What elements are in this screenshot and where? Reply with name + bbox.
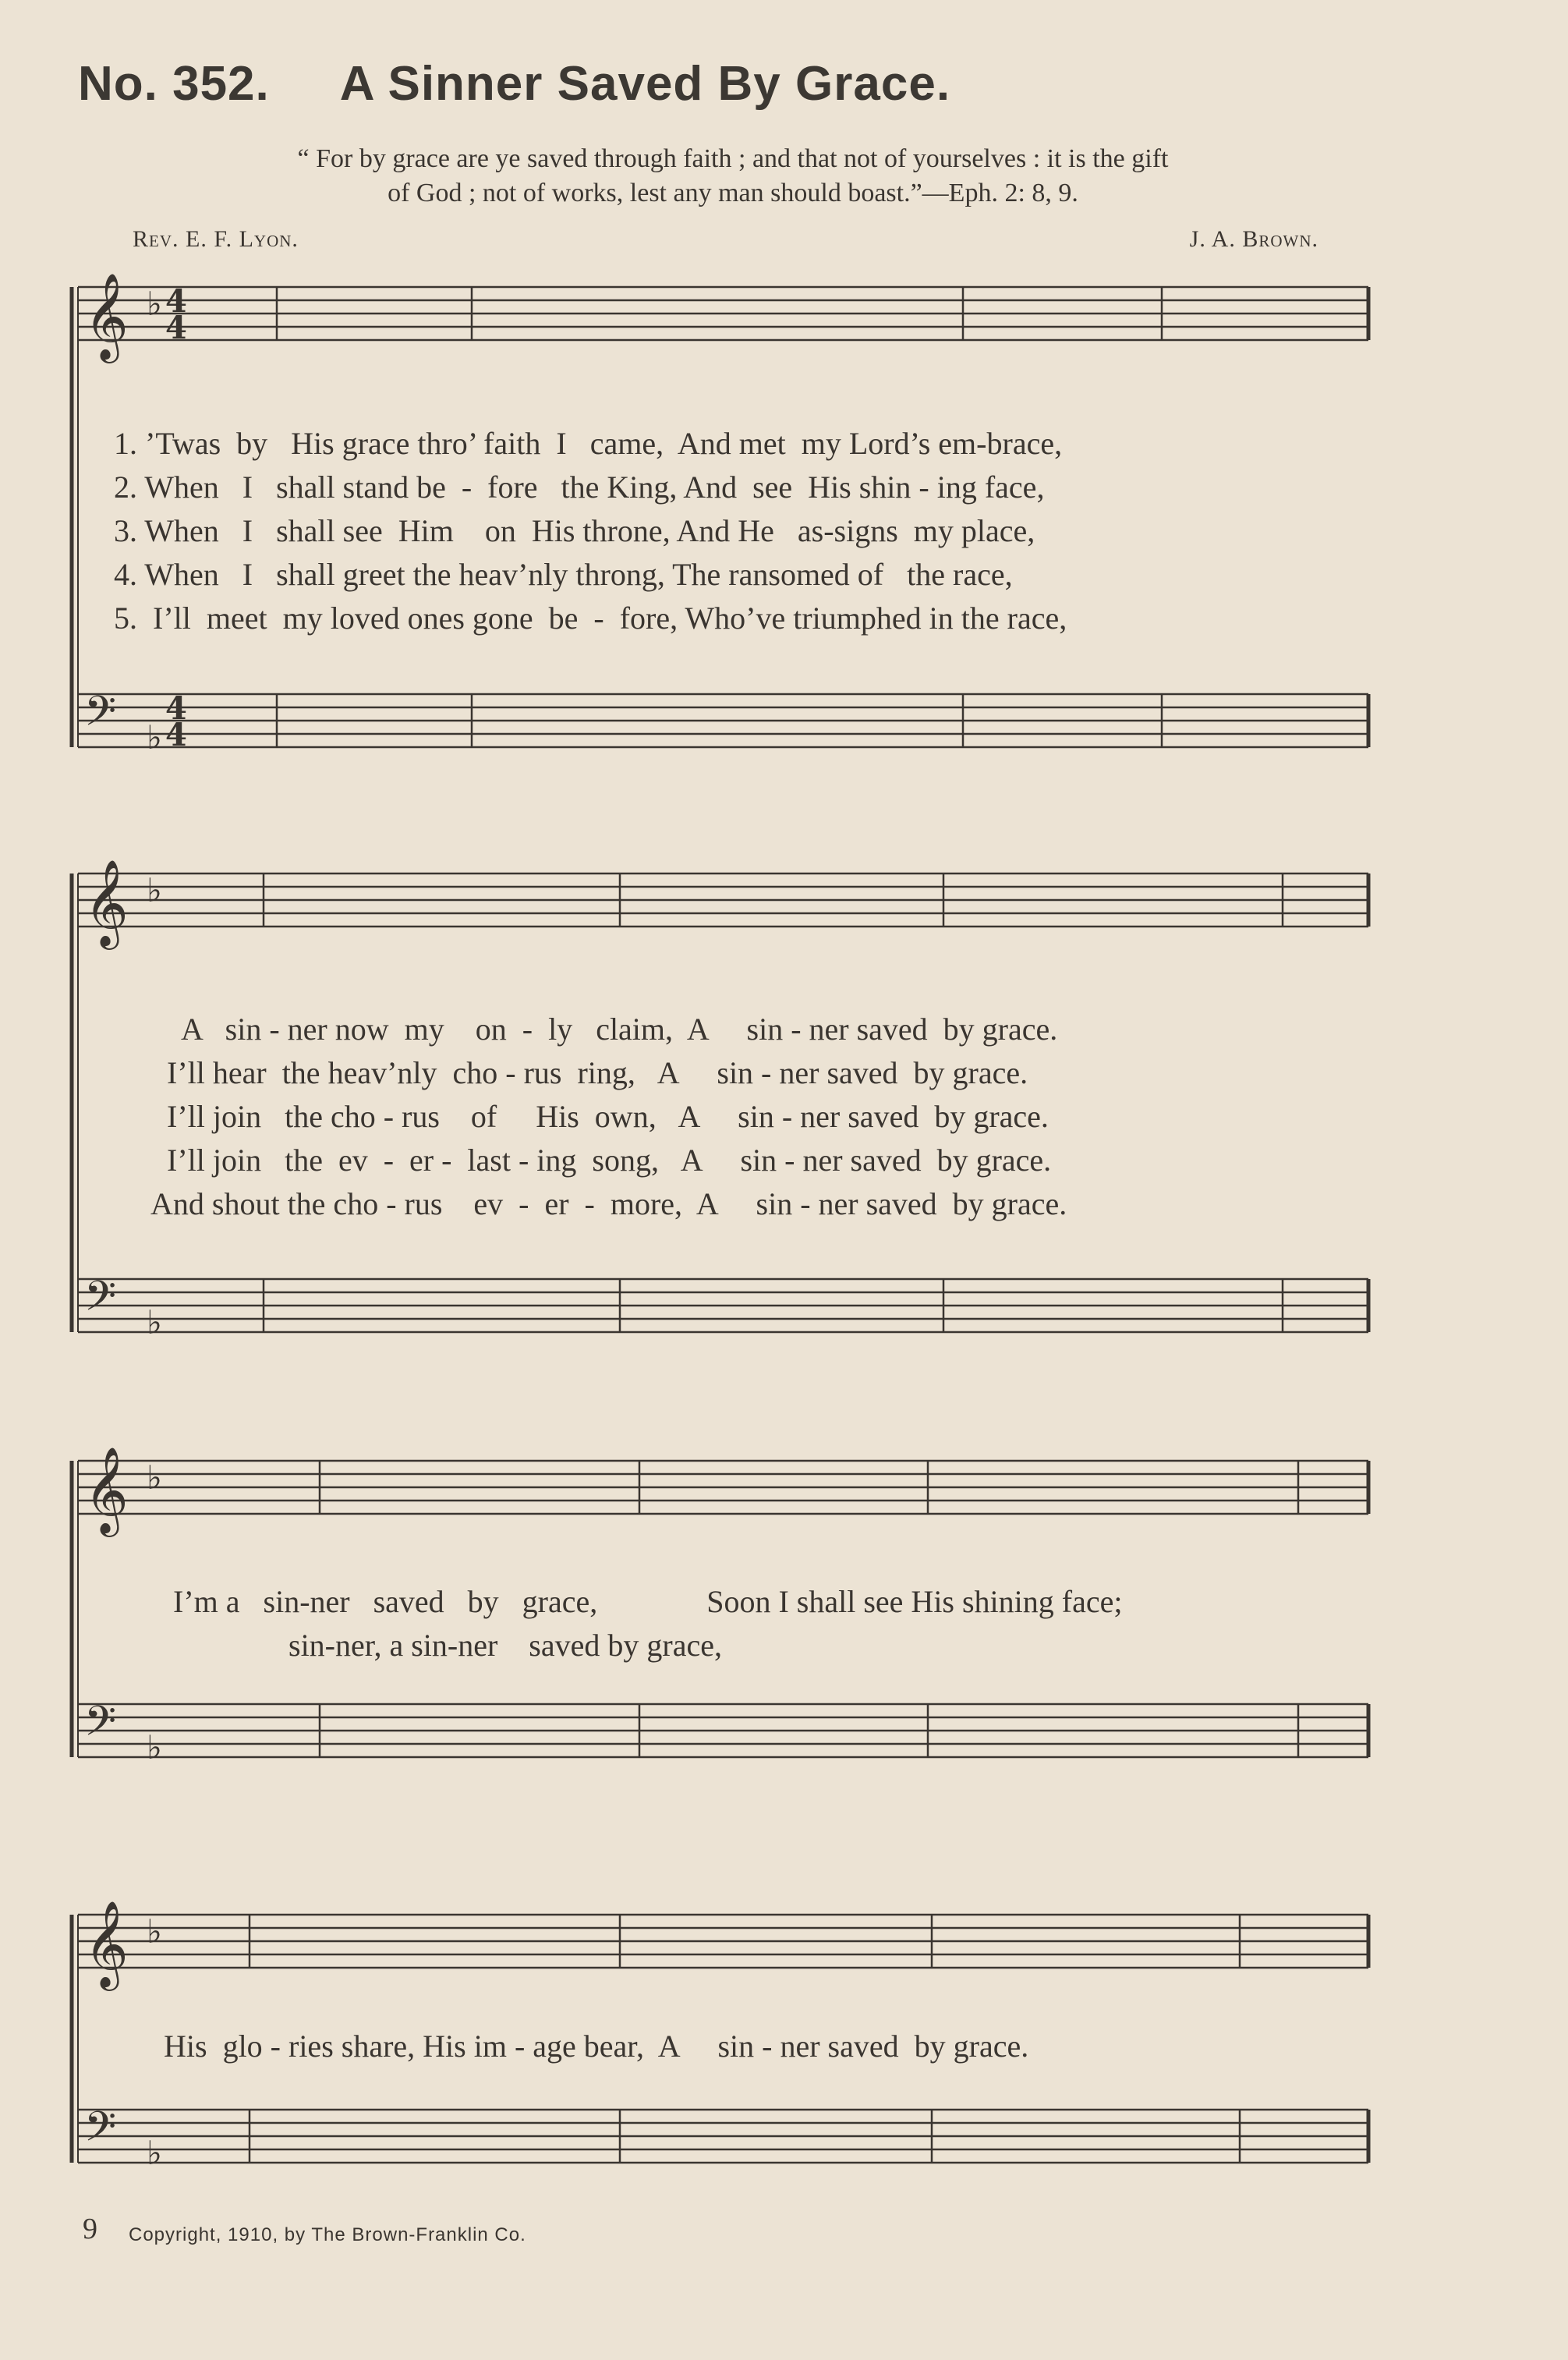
bass-clef-icon: 𝄢 [84, 2103, 117, 2161]
stanza-2-line-2: I’ll hear the heav’nly cho - rus ring, A sin - ner saved by grace. [167, 1055, 1028, 1090]
key-signature-flat-icon: ♭ [147, 871, 162, 909]
stanza-3-line-2: I’ll join the cho - rus of His own, A sin - ner saved by grace. [167, 1099, 1049, 1134]
treble-clef-icon: 𝄞 [84, 859, 129, 946]
stanza-2-line-1: 2. When I shall stand be - fore the King, And see His shin - ing face, [114, 470, 1045, 505]
key-signature-flat-icon: ♭ [147, 1728, 162, 1766]
hymn-number: No. 352. [78, 57, 270, 111]
refrain-soprano-line: I’m a sin-ner saved by grace, Soon I shall see His shining face; [173, 1584, 1123, 1619]
epigraph-line-1: “ For by grace are ye saved through faith ; and that not of yourselves : it is the gift [297, 144, 1169, 173]
key-signature-flat-icon: ♭ [147, 1303, 162, 1341]
lyricist-credit: Rev. E. F. Lyon. [133, 226, 299, 252]
refrain-alto-line: sin-ner, a sin-ner saved by grace, [288, 1628, 722, 1663]
page-number: 9 [83, 2213, 97, 2245]
stanza-5-line-2: And shout the cho - rus ev - er - more, A sin - ner saved by grace. [150, 1186, 1067, 1221]
key-signature-flat-icon: ♭ [147, 1912, 162, 1951]
bass-clef-icon: 𝄢 [84, 1273, 117, 1331]
key-signature-flat-icon: ♭ [147, 1458, 162, 1497]
composer-credit: J. A. Brown. [1189, 226, 1318, 252]
treble-clef-icon: 𝄞 [84, 1446, 129, 1533]
stanza-1-line-2: A sin - ner now my on - ly claim, A sin - ner saved by grace. [181, 1012, 1058, 1047]
key-signature-flat-icon: ♭ [147, 285, 162, 323]
time-signature-top: 4 [165, 690, 187, 727]
stanza-5-line-1: 5. I’ll meet my loved ones gone be - fore, Who’ve triumphed in the race, [114, 601, 1067, 636]
copyright-notice: Copyright, 1910, by The Brown-Franklin Co. [129, 2224, 526, 2245]
time-signature-bottom: 4 [165, 310, 187, 346]
epigraph-line-2: of God ; not of works, lest any man should boast.”—Eph. 2: 8, 9. [388, 179, 1078, 207]
treble-clef-icon: 𝄞 [84, 1900, 129, 1987]
bass-clef-icon: 𝄢 [84, 1698, 117, 1756]
time-signature-top: 4 [165, 283, 187, 320]
stanza-1-line-1: 1. ’Twas by His grace thro’ faith I came, And met my Lord’s em-brace, [114, 426, 1063, 461]
stanza-3-line-1: 3. When I shall see Him on His throne, And He as-signs my place, [114, 513, 1035, 548]
refrain-final-line: His glo - ries share, His im - age bear, A sin - ner saved by grace. [164, 2029, 1029, 2064]
bass-clef-icon: 𝄢 [84, 688, 117, 746]
stanza-4-line-2: I’ll join the ev - er - last - ing song, A sin - ner saved by grace. [167, 1143, 1052, 1178]
key-signature-flat-icon: ♭ [147, 2134, 162, 2172]
stanza-4-line-1: 4. When I shall greet the heav’nly throng, The ransomed of the race, [114, 557, 1013, 592]
key-signature-flat-icon: ♭ [147, 718, 162, 757]
treble-clef-icon: 𝄞 [84, 272, 129, 360]
hymn-title: A Sinner Saved By Grace. [339, 57, 951, 111]
time-signature-bottom: 4 [165, 717, 187, 753]
